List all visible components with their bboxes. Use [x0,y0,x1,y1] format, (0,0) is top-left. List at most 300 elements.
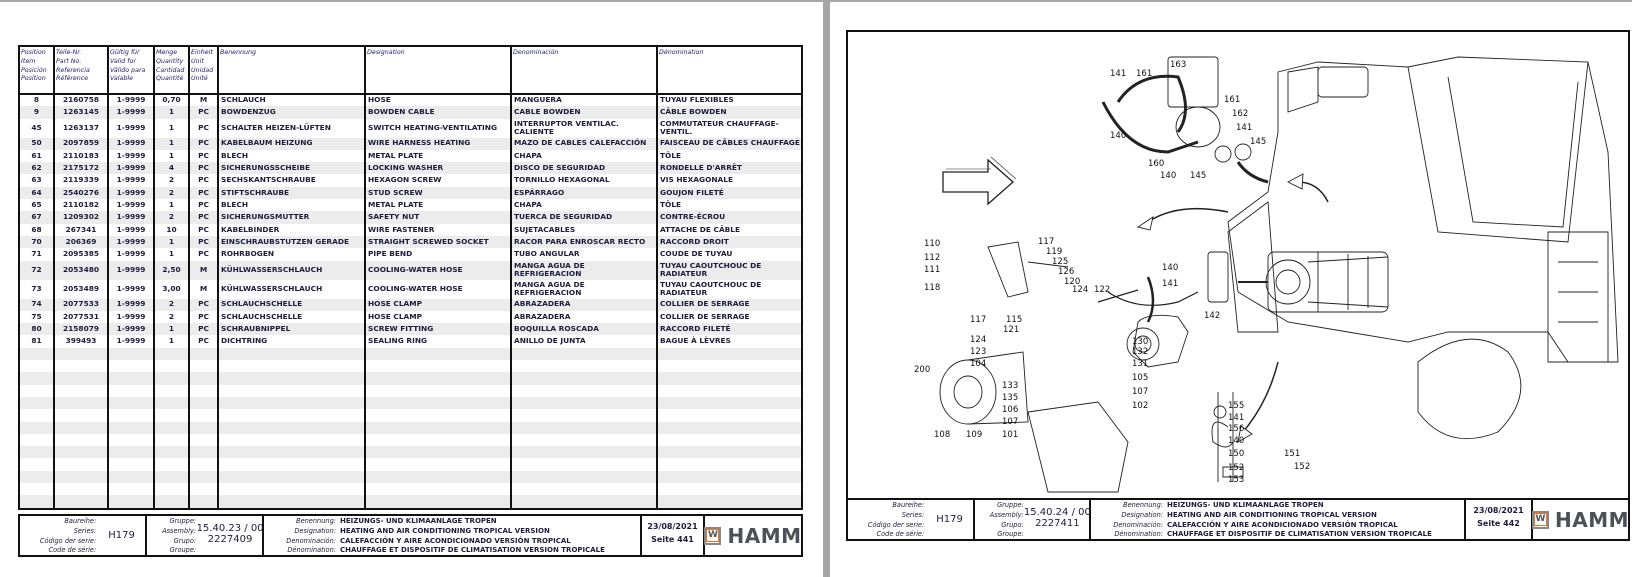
empty-row [20,397,801,409]
header-label: Referencia [56,66,90,74]
cell-position: 62 [20,162,54,174]
empty-cell [511,446,657,458]
empty-cell [154,422,189,434]
callout-label: 107 [1132,387,1149,397]
empty-cell [54,495,108,507]
table-row [20,150,801,162]
cell-valid-for: 1-9999 [108,323,154,335]
empty-cell [154,397,189,409]
empty-cell [218,434,365,446]
page-number: Seite 442 [1477,519,1520,528]
cell-designation: STUD SCREW [365,187,511,199]
name-label: Dénomination: [287,546,336,555]
empty-cell [365,458,511,470]
callout-label: 111 [924,265,941,275]
name-value: HEIZUNGS- UND KLIMAANLAGE TROPEN [1167,501,1324,509]
cell-part-no: 399493 [54,335,108,347]
cell-denominacion: TUERCA DE SEGURIDAD [511,211,657,223]
cell-denominacion: CHAPA [511,199,657,211]
empty-cell [189,397,218,409]
cell-valid-for: 1-9999 [108,94,154,106]
cell-benennung: EINSCHRAUBSTUTZEN GERADE [218,236,365,248]
cell-unit: PC [189,224,218,236]
callout-label: 145 [1190,171,1207,181]
callout-label: 124 [1072,285,1089,295]
empty-row [20,471,801,483]
cell-denomination: ATTACHE DE CÂBLE [660,224,741,234]
cell-denominacion: MANGA AGUA DE REFRIGERACION [511,261,657,280]
name-values [1167,501,1432,540]
empty-cell [511,397,657,409]
cell-denomination: GOUJON FILETÉ [657,187,801,199]
empty-cell [154,446,189,458]
table-row [20,248,801,260]
name-value: HEIZUNGS- UND KLIMAANLAGE TROPEN [340,517,497,525]
cell-designation: METAL PLATE [365,199,511,211]
callout-label: 117 [1038,237,1055,247]
cell-position: 72 [20,261,54,280]
callout-label: 150 [1228,449,1245,459]
column-header-denominacion [511,47,657,94]
name-label: Denominación: [1113,520,1163,529]
header-label: Teile-Nr. [56,49,82,56]
name-value: CHAUFFAGE ET DISPOSITIF DE CLIMATISATION VERSION TROPICALE [1167,530,1432,539]
cell-designation: HOSE CLAMP [365,299,511,311]
empty-row [20,409,801,421]
empty-row [20,360,801,372]
machine-hood [1228,57,1618,362]
empty-cell [657,446,801,458]
cell-quantity: 1 [154,119,189,138]
empty-cell [365,360,511,372]
empty-cell [154,434,189,446]
cell-designation: HEXAGON SCREW [365,174,511,186]
empty-cell [54,422,108,434]
cell-position: 70 [20,236,54,248]
page-divider [823,0,830,577]
table-row [20,236,801,248]
cell-unit: PC [189,311,218,323]
series-label: Código der serie: [39,536,97,545]
empty-row [20,458,801,470]
callout-label: 140 [1110,131,1127,141]
cell-denomination: RACCORD FILETÉ [657,323,801,335]
cell-denomination: COUDE DE TUYAU [660,249,733,259]
empty-cell [218,446,365,458]
empty-cell [108,372,154,384]
cell-denominacion: MANGUERA [511,94,657,106]
empty-cell [154,483,189,495]
cell-benennung: BLECH [218,150,365,162]
table-row [20,94,801,106]
cell-unit: PC [189,174,218,186]
cell-designation: METAL PLATE [365,150,511,162]
column-header-benennung [218,47,365,94]
empty-cell [365,422,511,434]
empty-cell [218,495,365,507]
empty-cell [511,348,657,360]
callout-label: 101 [1002,430,1019,440]
footer-assembly-cell [975,500,1091,539]
callout-label: 151 [1284,449,1301,459]
parts-list-table [18,45,803,510]
empty-cell [511,422,657,434]
empty-cell [154,385,189,397]
empty-cell [657,372,801,384]
name-label: Designation: [294,526,336,535]
name-value: CHAUFFAGE ET DISPOSITIF DE CLIMATISATION VERSION TROPICALE [340,546,605,555]
empty-cell [154,372,189,384]
cell-unit: PC [189,106,218,118]
empty-cell [154,348,189,360]
cell-denomination: BAGUE À LÈVRES [660,336,731,346]
cell-part-no: 1263137 [54,119,108,138]
callout-label: 131 [1132,359,1149,369]
cell-quantity: 2,50 [154,261,189,280]
name-label: Dénomination: [1114,530,1163,539]
table-row [20,261,801,280]
empty-cell [20,385,54,397]
exploded-diagram-frame [846,30,1630,541]
cell-part-no: 2158079 [54,323,108,335]
cell-designation: WIRE FASTENER [365,224,511,236]
series-label: Series: [901,510,925,519]
empty-cell [189,483,218,495]
empty-cell [218,348,365,360]
empty-cell [657,360,801,372]
callout-label: 141 [1228,413,1245,423]
cell-position: 75 [20,311,54,323]
table-row [20,106,801,118]
cell-denominacion: CABLE BOWDEN [511,106,657,118]
empty-cell [20,471,54,483]
cell-part-no: 206369 [54,236,108,248]
cell-position: 80 [20,323,54,335]
empty-cell [20,348,54,360]
cell-quantity: 1 [154,150,189,162]
cell-part-no: 1263145 [54,106,108,118]
group-label: Assembly: [162,526,197,535]
empty-cell [54,397,108,409]
empty-cell [189,422,218,434]
header-label: Unidad [191,66,214,74]
cell-part-no: 267341 [54,224,108,236]
name-value: HEATING AND AIR CONDITIONING TROPICAL VERSION [340,526,550,535]
empty-cell [20,409,54,421]
cell-quantity: 2 [154,174,189,186]
header-label: Quantity [156,57,184,65]
cell-position: 67 [20,211,54,223]
cell-designation: WIRE HARNESS HEATING [365,138,511,150]
series-label: Code de série: [876,530,925,539]
name-label: Benennung: [1123,501,1163,509]
callout-label: 162 [1232,109,1249,119]
cell-unit: M [189,94,218,106]
callout-label: 156 [1228,424,1245,434]
header-label: Menge [156,49,178,56]
empty-cell [20,446,54,458]
cell-unit: PC [189,150,218,162]
w-mark: W [1535,514,1546,524]
table-row [20,335,801,347]
cell-benennung: SICHERUNGSMUTTER [218,211,365,223]
cell-valid-for: 1-9999 [108,224,154,236]
page-footer-left [18,514,803,557]
cell-denominacion: ESPÁRRAGO [511,187,657,199]
cell-part-no: 2053489 [54,280,108,299]
empty-cell [20,458,54,470]
empty-cell [189,360,218,372]
empty-cell [511,483,657,495]
hamm-logo [1533,500,1628,539]
empty-cell [20,422,54,434]
cell-denomination: TUYAU CAOUTCHOUC DE RADIATEUR [657,261,801,280]
empty-cell [108,483,154,495]
cell-position: 8 [20,94,54,106]
cell-valid-for: 1-9999 [108,211,154,223]
print-date: 23/08/2021 [1473,506,1524,515]
cell-part-no: 2540276 [54,187,108,199]
header-label: Gültig für [110,49,140,56]
cell-denominacion: RACOR PARA ENROSCAR RECTO [511,236,657,248]
callout-label: 106 [1002,405,1019,415]
table-row [20,311,801,323]
empty-cell [218,409,365,421]
empty-cell [218,385,365,397]
empty-cell [657,458,801,470]
empty-cell [189,458,218,470]
group-label: Grupo: [1001,520,1024,529]
footer-name-cell [264,516,642,555]
brand-name: HAMM [1554,507,1630,532]
cell-designation: SWITCH HEATING-VENTILATING [365,119,511,138]
group-labels [147,517,196,556]
cell-denominacion: TUBO ANGULAR [511,248,657,260]
callout-label: 132 [1132,347,1149,357]
cell-unit: PC [189,323,218,335]
cell-unit: PC [189,138,218,150]
cell-designation: PIPE BEND [365,248,511,260]
header-label: Item [21,57,36,65]
table-row [20,119,801,138]
exploded-parts-diagram [848,32,1628,498]
empty-row [20,372,801,384]
empty-cell [365,471,511,483]
cell-part-no: 2097859 [54,138,108,150]
empty-cell [154,471,189,483]
cell-designation: SEALING RING [365,335,511,347]
empty-cell [189,409,218,421]
cell-denomination: VIS HEXAGONALE [660,175,734,185]
empty-cell [154,495,189,507]
empty-cell [54,471,108,483]
cell-designation: STRAIGHT SCREWED SOCKET [365,236,511,248]
cell-denomination: FAISCEAU DE CÂBLES CHAUFFAGE [657,138,801,150]
cell-part-no: 2160758 [54,94,108,106]
cell-benennung: SECHSKANTSCHRAUBE [218,174,365,186]
empty-cell [511,458,657,470]
cell-part-no: 2053480 [54,261,108,280]
hamm-w-icon [1532,511,1549,529]
cell-quantity: 1 [154,236,189,248]
callout-label: 141 [1110,69,1127,79]
empty-cell [218,471,365,483]
empty-cell [20,372,54,384]
callout-label: 123 [970,347,987,357]
callout-label: 135 [1002,393,1019,403]
column-header-valid-for [108,47,154,94]
callout-label: 145 [1250,137,1267,147]
series-label: Code de série: [48,546,97,555]
name-values [340,517,605,556]
empty-cell [511,409,657,421]
empty-cell [54,446,108,458]
cell-denominacion: MANGA AGUA DE REFRIGERACION [511,280,657,299]
cell-benennung: SCHLAUCHSCHELLE [218,311,365,323]
cell-unit: PC [189,187,218,199]
cell-denomination: COLLIER DE SERRAGE [660,311,750,321]
empty-cell [108,434,154,446]
callout-label: 130 [1132,337,1149,347]
column-header-unit [189,47,218,94]
empty-cell [154,360,189,372]
cell-valid-for: 1-9999 [108,187,154,199]
cell-valid-for: 1-9999 [108,248,154,260]
group-number: 2227409 [207,534,253,545]
header-label: Position [21,49,46,56]
cell-valid-for: 1-9999 [108,199,154,211]
empty-cell [365,348,511,360]
cell-designation: HOSE CLAMP [365,311,511,323]
series-label: Baureihe: [892,501,925,509]
table-row [20,138,801,150]
callout-label: 160 [1148,159,1165,169]
empty-cell [365,434,511,446]
empty-cell [657,495,801,507]
empty-cell [657,348,801,360]
empty-row [20,422,801,434]
header-label: Denominación [513,49,559,56]
cell-designation: SAFETY NUT [365,211,511,223]
cell-denominacion: DISCO DE SEGURIDAD [511,162,657,174]
w-mark: W [708,530,718,540]
empty-cell [657,434,801,446]
table-row [20,199,801,211]
cell-quantity: 1 [154,248,189,260]
callout-label: 152 [1294,462,1311,472]
series-labels [848,501,924,540]
cell-position: 63 [20,174,54,186]
cell-benennung: SCHLAUCH [218,94,365,106]
brand-name: HAMM [727,523,802,548]
cell-benennung: KABELBAUM HEIZUNG [218,138,365,150]
empty-cell [511,434,657,446]
cell-designation: COOLING-WATER HOSE [365,280,511,299]
callout-label: 118 [924,283,941,293]
empty-cell [657,409,801,421]
table-row [20,174,801,186]
empty-cell [54,409,108,421]
series-value: H179 [108,530,135,541]
empty-cell [189,348,218,360]
empty-cell [54,372,108,384]
empty-cell [108,397,154,409]
callout-label: 117 [970,315,987,325]
cell-position: 64 [20,187,54,199]
cell-benennung: KÜHLWASSERSCHLAUCH [218,280,365,299]
cell-position: 50 [20,138,54,150]
cell-unit: PC [189,248,218,260]
cell-quantity: 1 [154,323,189,335]
empty-cell [154,409,189,421]
cell-denomination: COMMUTATEUR CHAUFFAGE-VENTIL. [660,118,779,137]
cell-denomination: CÂBLE BOWDEN [657,106,801,118]
name-label: Denominación: [286,536,336,545]
cell-denominacion: CHAPA [511,150,657,162]
header-label: Quantité [156,75,184,83]
cell-denominacion: MAZO DE CABLES CALEFACCIÓN [511,138,657,150]
group-label: Grupo: [173,536,197,545]
table-row [20,299,801,311]
hamm-w-icon [704,527,721,545]
empty-cell [365,409,511,421]
cell-part-no: 2095385 [54,248,108,260]
header-label: Cantidad [156,66,185,74]
header-label: Valid for [110,57,136,65]
empty-cell [20,434,54,446]
empty-cell [108,458,154,470]
callout-label: 108 [934,430,951,440]
cell-position: 9 [20,106,54,118]
callout-label: 119 [1046,247,1063,257]
cell-position: 81 [20,335,54,347]
header-label: Part No. [56,57,82,65]
cell-denominacion: ABRAZADERA [511,311,657,323]
callout-label: 153 [1228,475,1245,485]
empty-cell [365,483,511,495]
cell-position: 74 [20,299,54,311]
callout-label: 122 [1094,285,1111,295]
cell-position: 61 [20,150,54,162]
header-label: Unit [191,57,204,65]
empty-row [20,348,801,360]
callout-label: 110 [924,239,941,249]
view-arrow [943,160,1013,204]
cell-benennung: BOWDENZUG [218,106,365,118]
table-row [20,224,801,236]
empty-cell [108,422,154,434]
table-row [20,187,801,199]
cell-quantity: 3,00 [154,280,189,299]
callout-label: 155 [1228,401,1245,411]
empty-cell [189,446,218,458]
callout-label: 120 [1064,277,1081,287]
cell-denominacion: BOQUILLA ROSCADA [511,323,657,335]
cell-benennung: ROHRBOGEN [218,248,365,260]
cell-denomination: TÔLE [660,150,682,160]
callout-label: 152 [1228,463,1245,473]
page-footer-right [846,498,1630,541]
group-labels [975,501,1024,540]
cell-unit: PC [189,119,218,138]
callout-label: 161 [1224,95,1241,105]
group-label: Assembly: [989,510,1024,519]
name-label: Designation: [1121,510,1163,519]
empty-cell [218,458,365,470]
empty-cell [365,372,511,384]
empty-cell [218,483,365,495]
column-header-designation [365,47,511,94]
